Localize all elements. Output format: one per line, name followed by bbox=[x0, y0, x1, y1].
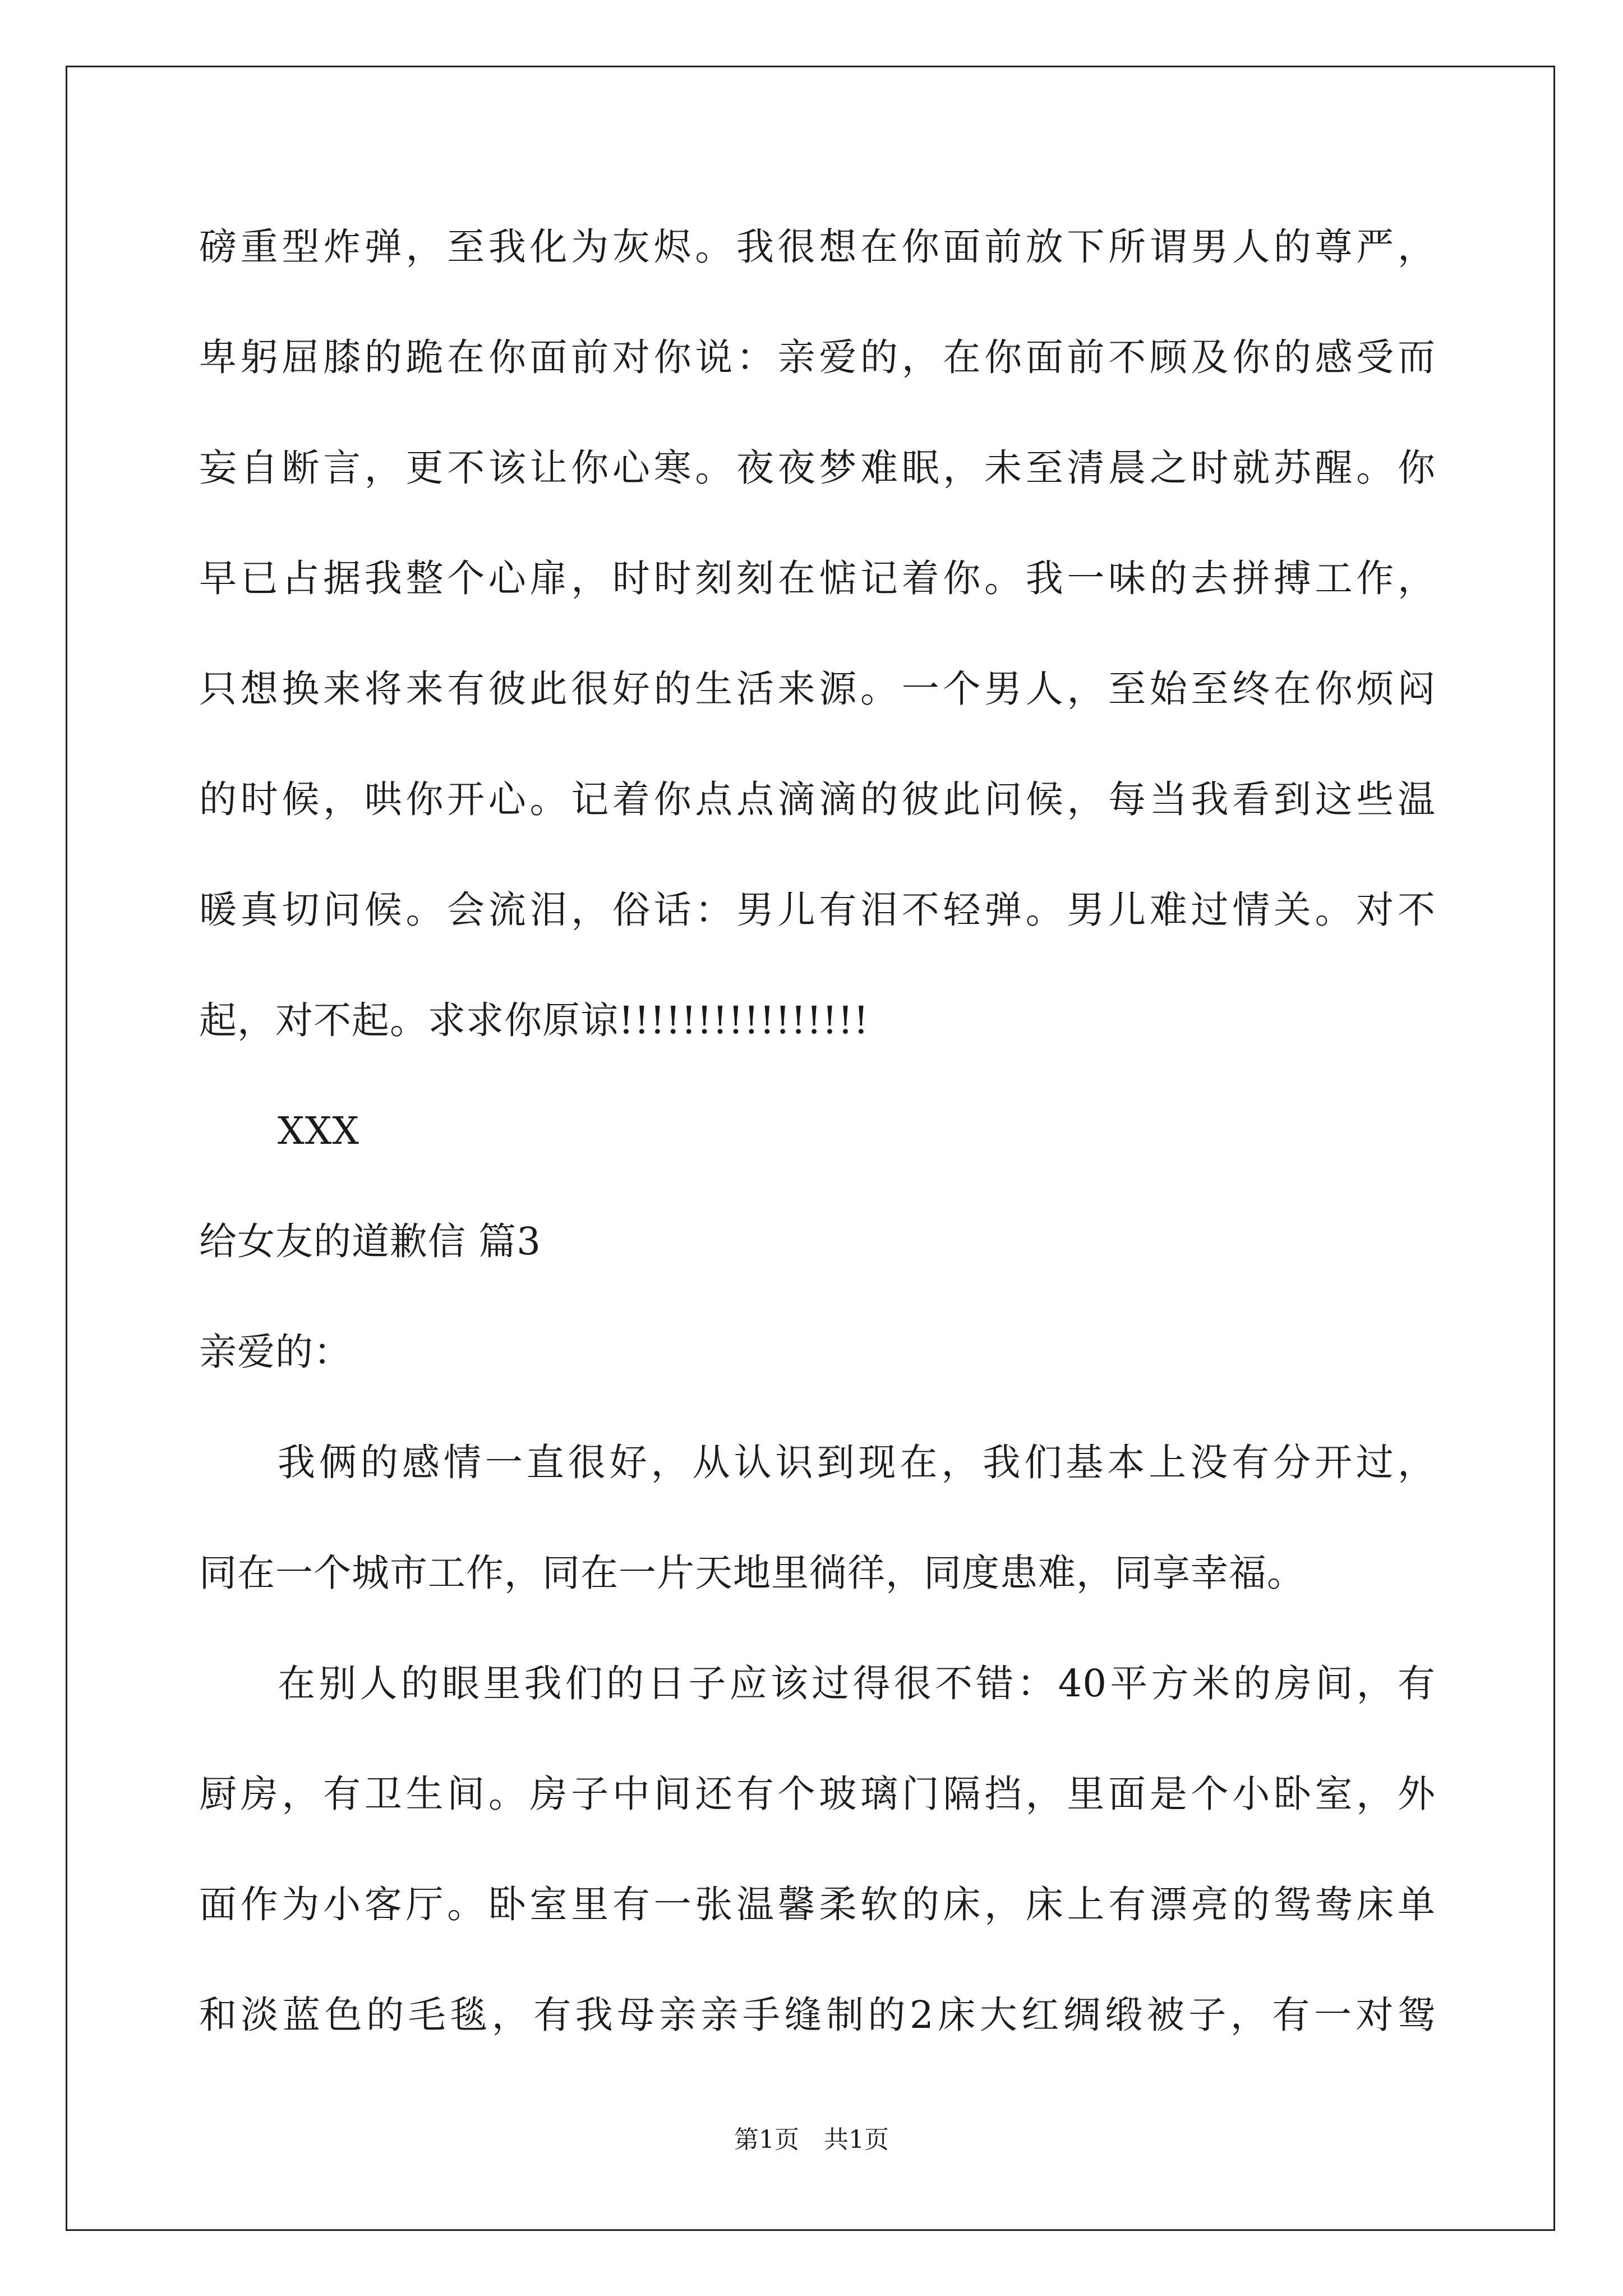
paragraph-line: 只想换来将来有彼此很好的生活来源。一个男人，至始至终在你烦闷 bbox=[199, 667, 1436, 711]
paragraph-line: 卑躬屈膝的跪在你面前对你说：亲爱的，在你面前不顾及你的感受而 bbox=[199, 335, 1436, 379]
paragraph-line: 磅重型炸弹，至我化为灰烬。我很想在你面前放下所谓男人的尊严， bbox=[199, 225, 1436, 269]
paragraph-line: 早已占据我整个心扉，时时刻刻在惦记着你。我一味的去拼搏工作， bbox=[199, 556, 1436, 600]
paragraph-line: 起，对不起。求求你原谅!!!!!!!!!!!!!!!! bbox=[199, 999, 869, 1042]
section-heading: 给女友的道歉信 篇3 bbox=[199, 1220, 541, 1263]
paragraph-line: 厨房，有卫生间。房子中间还有个玻璃门隔挡，里面是个小卧室，外 bbox=[199, 1772, 1436, 1816]
paragraph-line: 妄自断言，更不该让你心寒。夜夜梦难眠，未至清晨之时就苏醒。你 bbox=[199, 446, 1436, 490]
paragraph-line: 面作为小客厅。卧室里有一张温馨柔软的床，床上有漂亮的鸳鸯床单 bbox=[199, 1883, 1436, 1926]
paragraph-line: 暖真切问候。会流泪，俗话：男儿有泪不轻弹。男儿难过情关。对不 bbox=[199, 888, 1436, 932]
paragraph-line: 我俩的感情一直很好，从认识到现在，我们基本上没有分开过， bbox=[278, 1441, 1436, 1484]
paragraph-line: 和淡蓝色的毛毯，有我母亲亲手缝制的2床大红绸缎被子，有一对鸳 bbox=[199, 1993, 1436, 2037]
paragraph-line: 同在一个城市工作，同在一片天地里徜徉，同度患难，同享幸福。 bbox=[199, 1551, 1305, 1595]
paragraph-line: 的时候，哄你开心。记着你点点滴滴的彼此问候，每当我看到这些温 bbox=[199, 777, 1436, 821]
signature: XXX bbox=[278, 1109, 360, 1153]
page-footer: 第1页 共1页 bbox=[734, 2125, 889, 2154]
paragraph-line: 在别人的眼里我们的日子应该过得很不错：40平方米的房间，有 bbox=[278, 1662, 1436, 1705]
salutation: 亲爱的： bbox=[199, 1330, 352, 1374]
